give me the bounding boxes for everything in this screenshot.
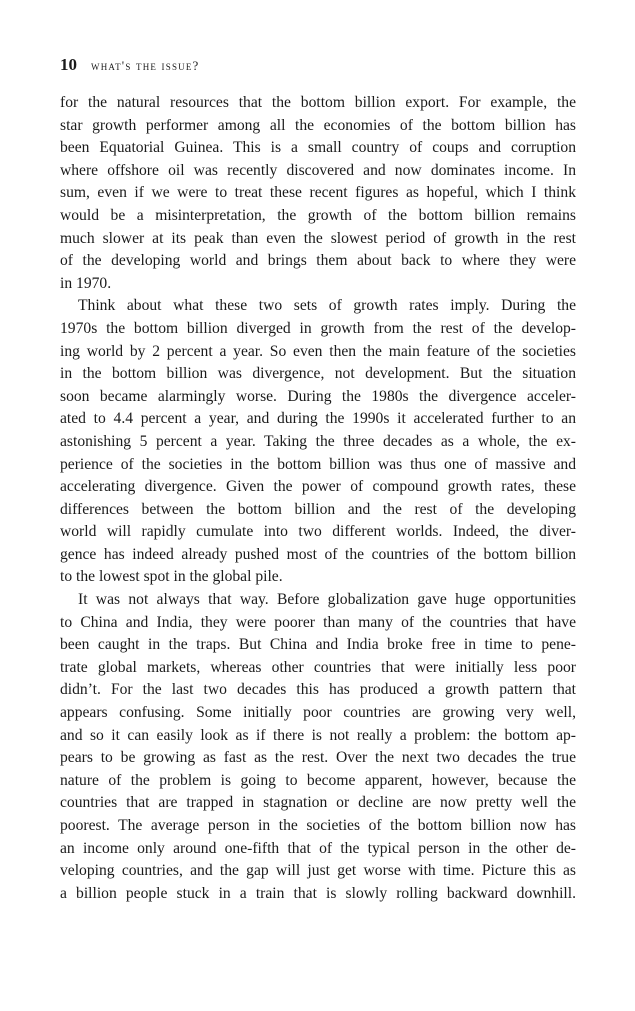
page-number: 10 — [60, 55, 77, 74]
running-head: what's the issue? — [91, 58, 200, 73]
text-line: didn’t. For the last two decades this has produced a growth pattern that — [60, 681, 576, 699]
text-line: of the developing world and brings them about back to where they were — [60, 252, 576, 270]
text-line: differences between the bottom billion and the rest of the developing — [60, 500, 576, 518]
text-line: a billion people stuck in a train that is slowly rolling backward downhill. — [60, 884, 576, 902]
text-line: pears to be growing as fast as the rest. Over the next two decades the true — [60, 749, 576, 767]
text-line: been Equatorial Guinea. This is a small country of coups and corruption — [60, 139, 576, 157]
text-line: would be a misinterpretation, the growth of the bottom billion remains — [60, 206, 576, 224]
text-line: much slower at its peak than even the slowest period of growth in the rest — [60, 229, 576, 247]
text-line: veloping countries, and the gap will just get worse with time. Picture this as — [60, 862, 576, 880]
text-line: accelerating divergence. Given the power of compound growth rates, these — [60, 478, 576, 496]
text-line: to China and India, they were poorer than many of the countries that have — [60, 613, 576, 631]
text-line: nature of the problem is going to become apparent, however, because the — [60, 771, 576, 789]
text-line: perience of the societies in the bottom billion was thus one of massive and — [60, 455, 576, 473]
page-header — [60, 55, 580, 79]
text-line: for the natural resources that the bottom billion export. For example, the — [60, 94, 576, 111]
text-line: It was not always that way. Before globalization gave huge opportunities — [78, 591, 576, 609]
text-line: in the bottom billion was divergence, not development. But the situation — [60, 365, 576, 383]
text-line: where offshore oil was recently discovered and now dominates income. In — [60, 161, 576, 179]
text-line: ing world by 2 percent a year. So even then the main feature of the societies — [60, 342, 576, 360]
text-line: poorest. The average person in the societies of the bottom billion now has — [60, 817, 576, 834]
text-line: trate global markets, whereas other countries that were initially less poor — [60, 658, 576, 676]
text-line: and so it can easily look as if there is not really a problem: the bottom ap- — [60, 726, 576, 744]
text-line: gence has indeed already pushed most of the countries of the bottom billion — [60, 545, 576, 563]
text-line: an income only around one-fifth that of the typical person in the other de- — [60, 839, 576, 857]
text-line: star growth performer among all the economies of the bottom billion has — [60, 116, 576, 134]
text-line: Think about what these two sets of growth rates imply. During the — [78, 297, 576, 315]
text-line: 1970s the bottom billion diverged in growth from the rest of the develop- — [60, 319, 576, 337]
text-line: soon became alarmingly worse. During the 1980s the divergence acceler- — [60, 387, 576, 405]
text-line: to the lowest spot in the global pile. — [60, 568, 283, 586]
text-line: appears confusing. Some initially poor countries are growing very well, — [60, 704, 576, 722]
text-line: astonishing 5 percent a year. Taking the three decades as a whole, the ex- — [60, 432, 576, 450]
body-text — [60, 92, 576, 905]
text-line: ated to 4.4 percent a year, and during the 1990s it accelerated further to an — [60, 410, 576, 428]
text-line: been caught in the traps. But China and India broke free in time to pene- — [60, 636, 576, 654]
text-line: in 1970. — [60, 274, 112, 292]
text-line: sum, even if we were to treat these recent figures as hopeful, which I think — [60, 184, 576, 202]
text-line: world will rapidly cumulate into two different worlds. Indeed, the diver- — [60, 523, 576, 541]
text-line: countries that are trapped in stagnation or decline are now pretty well the — [60, 794, 576, 812]
